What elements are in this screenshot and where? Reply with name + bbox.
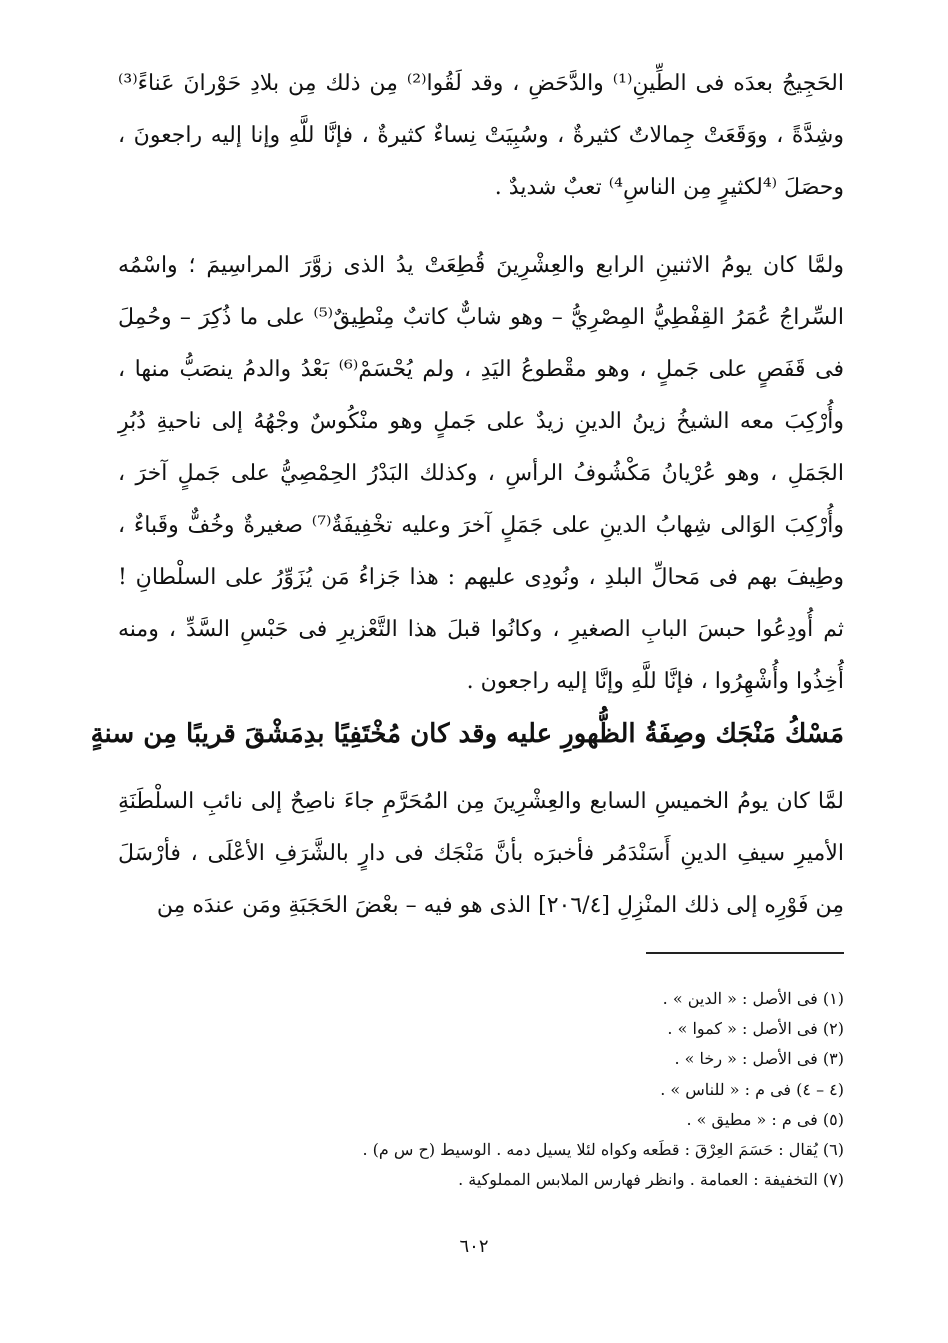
footnote-7: (٧) التخفيفة : العمامة . وانظر فهارس الملابس المملوكية . [458,1170,844,1190]
body-paragraph-1: الحَجِيجُ بعدَه فى الطِّينِ⁽¹⁾ والدَّحَضِ ، وقد لَقُوا⁽²⁾ مِن ذلك مِن بلادِ حَوْرانَ عَناءً⁽³⁾ وشِدَّةً ، ووَقَعَتْ جِمالاتٌ كثيرةٌ ، وسُبِيَتْ نِساءٌ كثيرةٌ ، فإنَّا للَّهِ وإنا إليه راجعونَ ، وحصَلَ ⁽⁴لكثيرٍ مِن الناسِ⁴⁾ تعبٌ شديدٌ . [118,71,844,200]
body-paragraph-2: ولمَّا كان يومُ الاثنينِ الرابع والعِشْرِينَ قُطِعَتْ يدُ الذى زوَّرَ المراسِيمَ ؛ واسْمُه السِّراجُ عُمَرُ القِفْطِيُّ المِصْرِيُّ – وهو شابٌّ كاتبٌ مِنْطِيقٌ⁽⁵⁾ على ما ذُكِرَ – وحُمِلَ فى قَفَصٍ على جَملٍ ، وهو مقْطوعُ اليَدِ ، ولم يُحْسَمْ⁽⁶⁾ بَعْدُ والدمُ ينصَبُّ منها ، وأُرْكِبَ معه الشيخُ زينُ الدينِ زيدٌ على جَملٍ وهو منْكُوسٌ وجْهُهُ إلى ناحيةِ دُبُرِ الجَمَلِ ، وهو عُرْيانُ مَكْشُوفُ الرأسِ ، وكذلك البَدْرُ الحِمْصِيُّ على جَملٍ آخرَ ، وأُرْكِبَ الوَالى شِهابُ الدينِ على جَمَلٍ آخرَ وعليه تخْفِيفَةٌ⁽⁷⁾ صغيرةٌ وخُفٌّ وقَباءٌ ، وطِيفَ بهم فى مَحالِّ البلدِ ، ونُودِى عليهم : هذا جَزاءُ مَن يُزَوِّرُ على السلْطانِ ! ثم أُودِعُوا حبسَ البابِ الصغيرِ ، وكانُوا قبلَ هذا التَّعْزيرِ فى حَبْسِ السَّدِّ ، ومنه أُخِذُوا وأُشْهِرُوا ، فإنَّا للَّهِ وإنَّا إليه راجعون . [118,253,844,694]
footnote-separator [646,952,844,954]
footnote-4: (٤ – ٤) فى م : « للناس » . [660,1079,844,1099]
footnote-5: (٥) فى م : « مطيق » . [686,1109,844,1129]
footnote-2: (٢) فى الأصل : « كموا » . [667,1019,844,1039]
footnote-1: (١) فى الأصل : « الدين » . [662,989,844,1008]
footnote-3: (٣) فى الأصل : « رخا » . [674,1049,844,1069]
section-heading: مَسْكُ مَنْجَك وصِفَةُ الظُّهورِ عليه وقد كان مُخْتَفِيًا بدِمَشْقَ قريبًا مِن سنةٍ [90,719,844,749]
footnote-6: (٦) يُقال : حَسَمَ العِرْقَ : قطَعه وكواه لئلا يسيل دمه . الوسيط (ح س م) . [362,1139,844,1159]
body-paragraph-3: لمَّا كان يومُ الخميسِ السابع والعِشْرِينَ مِن المُحَرَّمِ جاءَ ناصِحٌ إلى نائبِ السلْطَنَةِ الأميرِ سيفِ الدينِ أَسَنْدَمُر فأخبرَه بأنَّ مَنْجَك فى دارٍ بالشَّرَفِ الأعْلَى ، فأرْسَلَ مِن فَوْرِه إلى ذلك المنْزِلِ [٢٠٦/٤] الذى هو فيه – بعْضَ الحَجَبَةِ ومَن عندَه مِن [118,789,844,918]
footnotes-list [160,984,844,1195]
page-number: ٦٠٢ [459,1236,489,1257]
